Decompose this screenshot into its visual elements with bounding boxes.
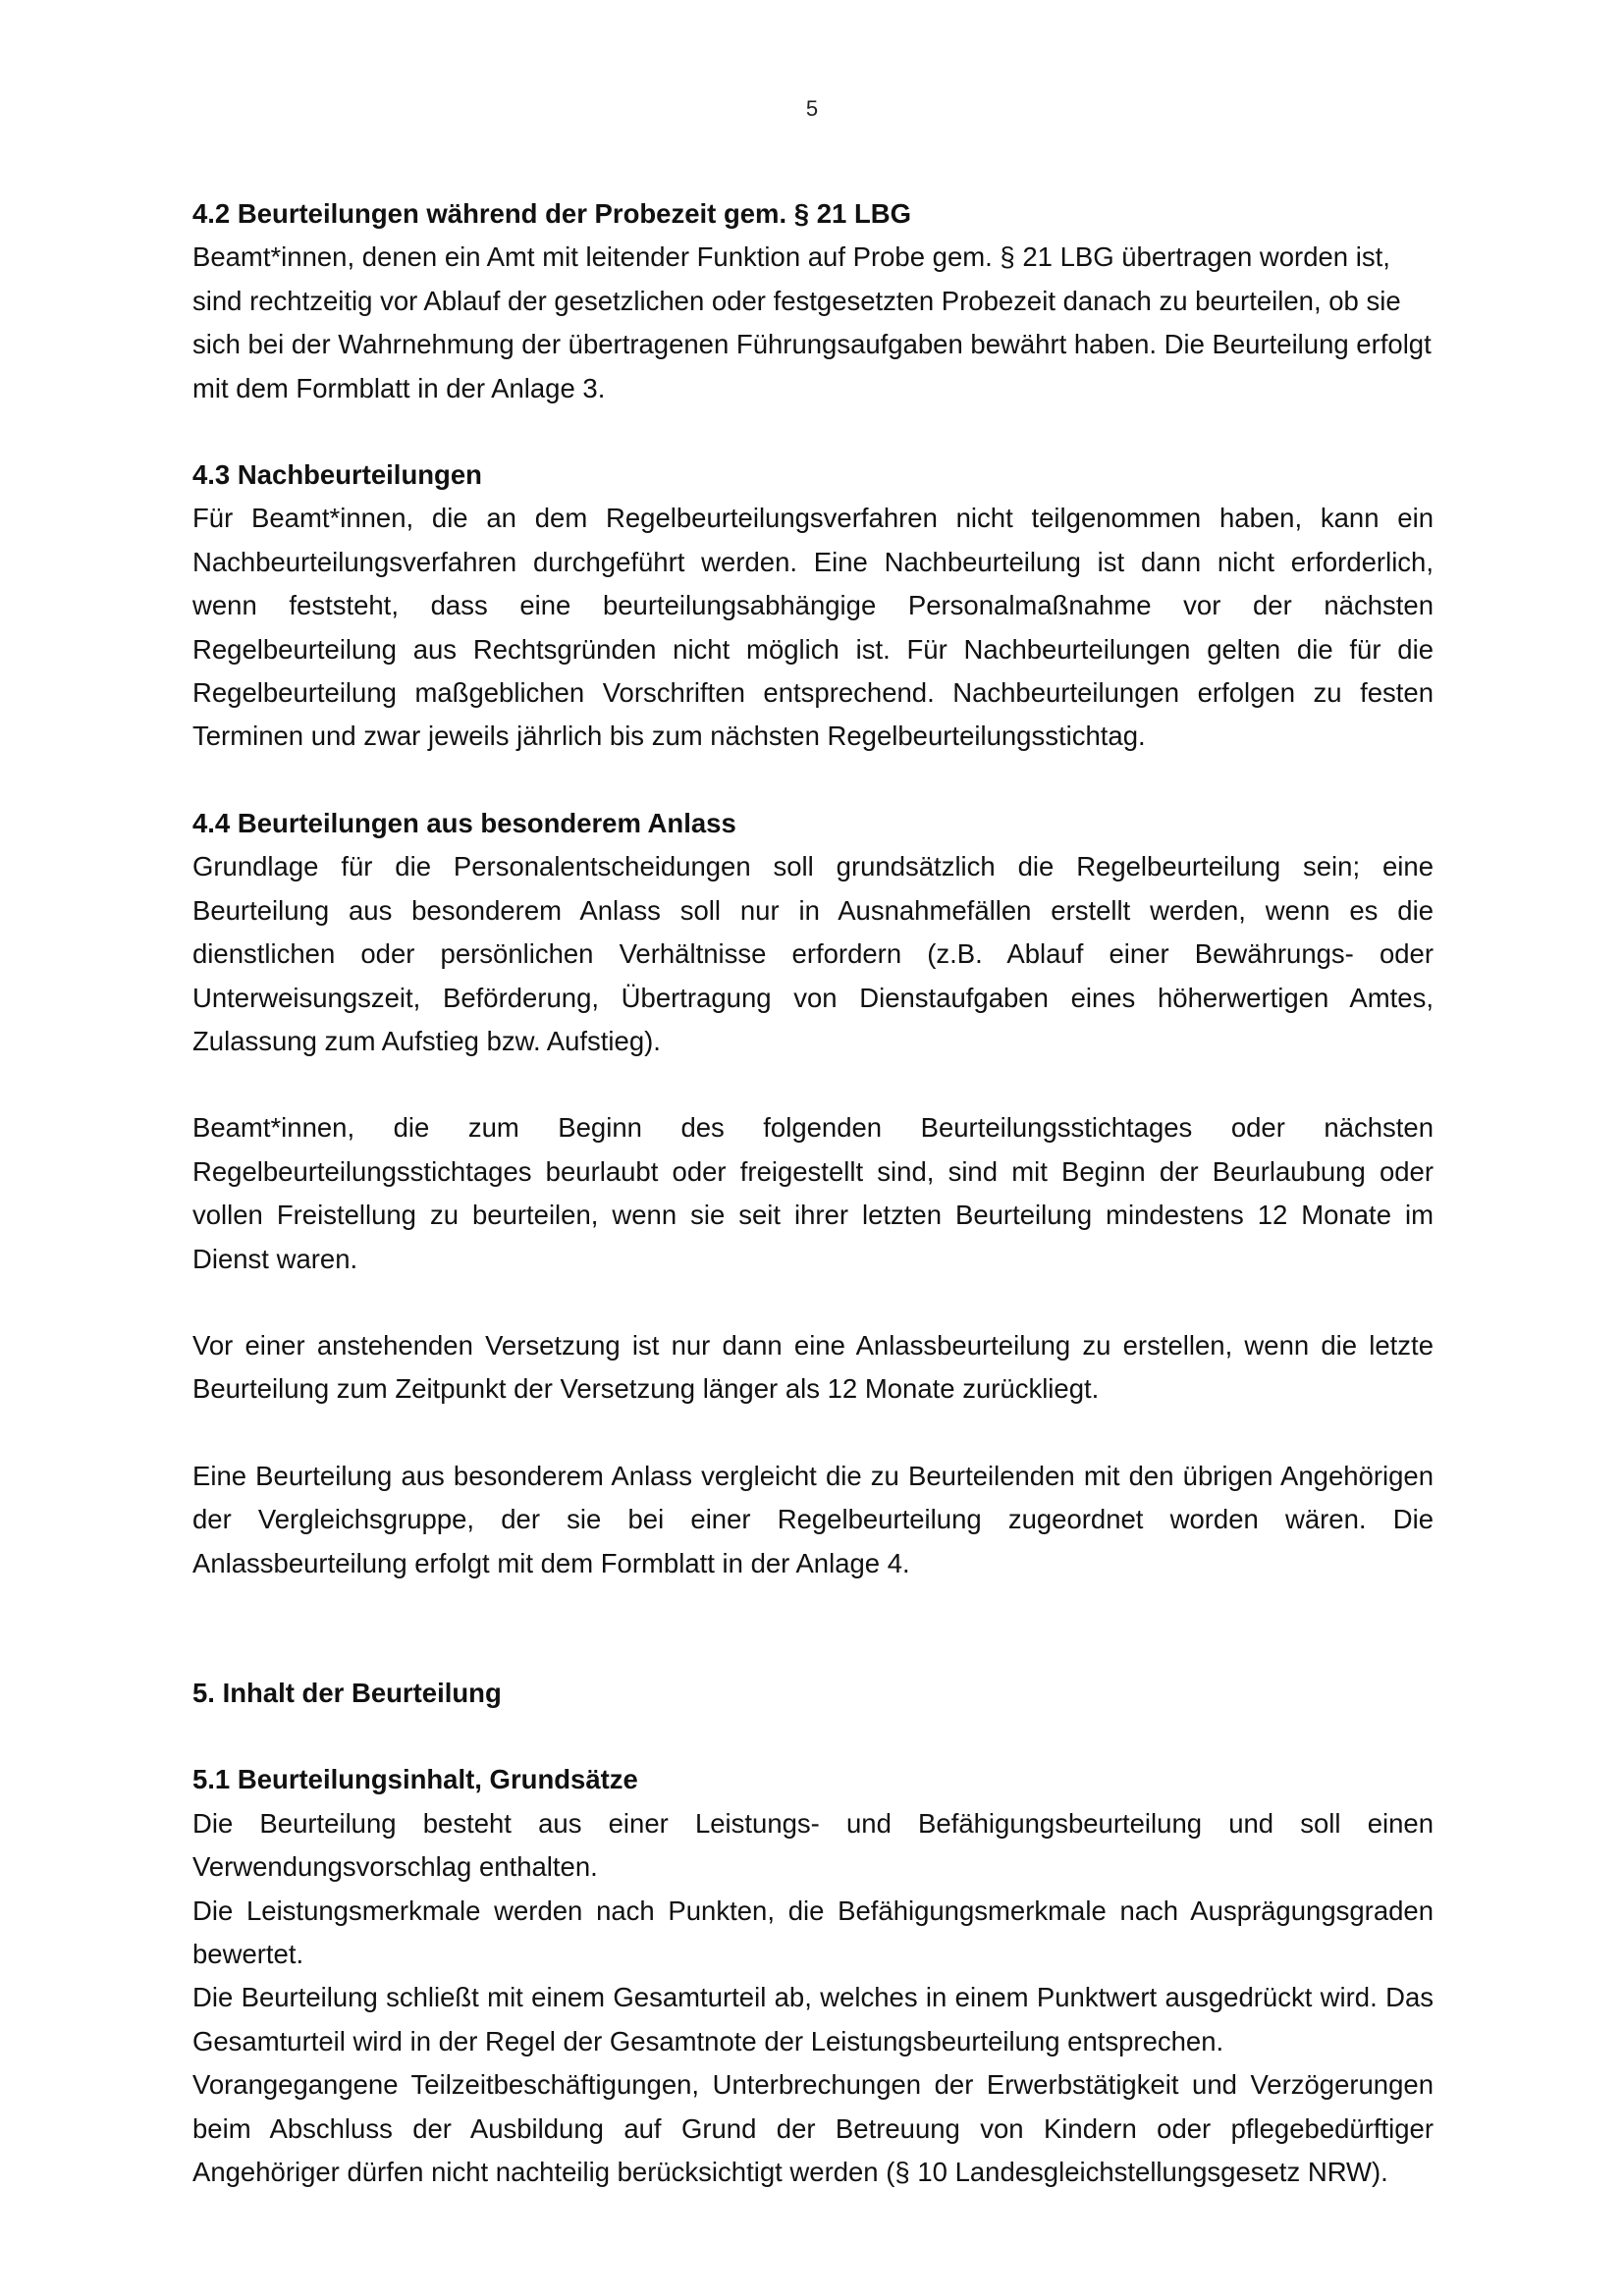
section-heading-5: 5. Inhalt der Beurteilung: [192, 1677, 502, 1708]
paragraph: Beamt*innen, die zum Beginn des folgenden Beurteilungsstichtages oder nächsten Regelbeurteilungsstichtages beurlaubt oder freigestellt sind, sind mit Beginn der Beurlaubung oder vollen Freistellung zu beurteilen, wenn sie seit ihrer letzten Beurteilung mindestens 12 Monate im Dienst waren.: [192, 1112, 1434, 1274]
paragraph: Vorangegangene Teilzeitbeschäftigungen, Unterbrechungen der Erwerbstätigkeit und Verzögerungen beim Abschluss der Ausbildung auf Grund der Betreuung von Kindern oder pflegebedürftiger Angehöriger dürfen nicht nachteilig berücksichtigt werden (§ 10 Landesgleichstellungsgesetz NRW).: [192, 2069, 1434, 2188]
paragraph: Beamt*innen, denen ein Amt mit leitender Funktion auf Probe gem. § 21 LBG übertragen worden ist, sind rechtzeitig vor Ablauf der gesetzlichen oder festgesetzten Probezeit danach zu beurteilen, ob sie sich bei der Wahrnehmung der übertragenen Führungsaufgaben bewährt haben. Die Beurteilung erfolgt mit dem Formblatt in der Anlage 3.: [192, 241, 1432, 403]
paragraph: Eine Beurteilung aus besonderem Anlass vergleicht die zu Beurteilenden mit den übrigen Angehörigen der Vergleichsgruppe, der sie bei einer Regelbeurteilung zugeordnet worden wären. Die Anlassbeurteilung erfolgt mit dem Formblatt in der Anlage 4.: [192, 1460, 1434, 1578]
paragraph: Grundlage für die Personalentscheidungen soll grundsätzlich die Regelbeurteilung sein; eine Beurteilung aus besonderem Anlass soll nur in Ausnahmefällen erstellt werden, wenn es die dienstlichen oder persönlichen Verhältnisse erfordern (z.B. Ablauf einer Bewährungs- oder Unterweisungszeit, Beförderung, Übertragung von Dienstaufgaben eines höherwertigen Amtes, Zulassung zum Aufstieg bzw. Aufstieg).: [192, 851, 1434, 1056]
section-heading-4-2: 4.2 Beurteilungen während der Probezeit gem. § 21 LBG: [192, 198, 911, 229]
section-heading-5-1: 5.1 Beurteilungsinhalt, Grundsätze: [192, 1764, 638, 1795]
paragraph: Die Beurteilung schließt mit einem Gesamturteil ab, welches in einem Punktwert ausgedrückt wird. Das Gesamturteil wird in der Regel der Gesamtnote der Leistungsbeurteilung entsprechen.: [192, 1982, 1434, 2056]
page-content: [192, 192, 1434, 2194]
paragraph: Die Beurteilung besteht aus einer Leistungs- und Befähigungsbeurteilung und soll einen Verwendungsvorschlag enthalten.: [192, 1807, 1434, 1883]
page-number: 5: [805, 96, 819, 121]
section-heading-4-4: 4.4 Beurteilungen aus besonderem Anlass: [192, 807, 736, 838]
paragraph: Die Leistungsmerkmale werden nach Punkten, die Befähigungsmerkmale nach Ausprägungsgraden bewertet.: [192, 1895, 1434, 1969]
section-heading-4-3: 4.3 Nachbeurteilungen: [192, 459, 482, 491]
paragraph: Für Beamt*innen, die an dem Regelbeurteilungsverfahren nicht teilgenommen haben, kann ein Nachbeurteilungsverfahren durchgeführt werden. Eine Nachbeurteilung ist dann nicht erforderlich, wenn feststeht, dass eine beurteilungsabhängige Personalmaßnahme vor der nächsten Regelbeurteilung aus Rechtsgründen nicht möglich ist. Für Nachbeurteilungen gelten die für die Regelbeurteilung maßgeblichen Vorschriften entsprechend. Nachbeurteilungen erfolgen zu festen Terminen und zwar jeweils jährlich bis zum nächsten Regelbeurteilungsstichtag.: [192, 503, 1434, 752]
paragraph: Vor einer anstehenden Versetzung ist nur dann eine Anlassbeurteilung zu erstellen, wenn die letzte Beurteilung zum Zeitpunkt der Versetzung länger als 12 Monate zurückliegt.: [192, 1329, 1434, 1405]
